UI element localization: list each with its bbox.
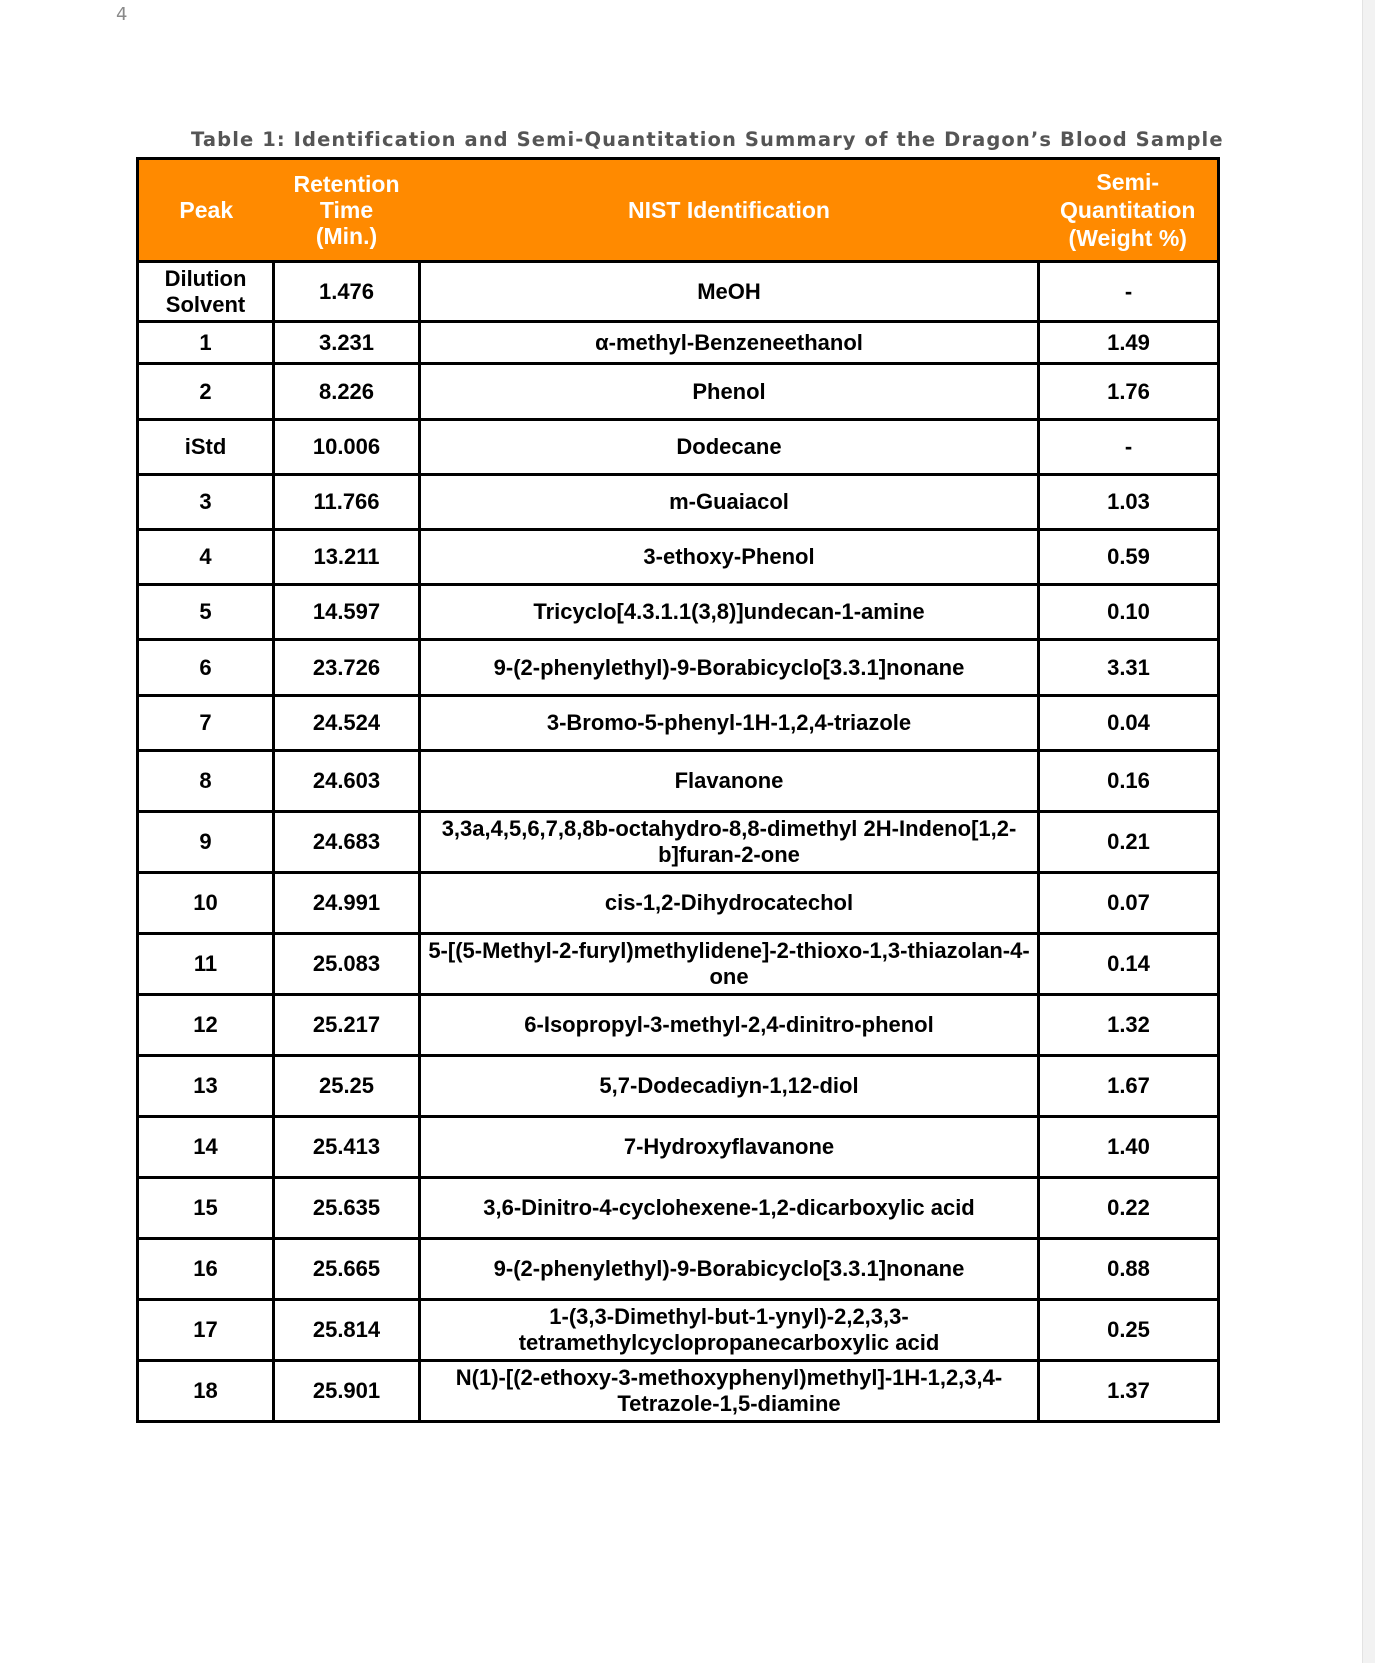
cell-nist-identification: Dodecane [420, 420, 1039, 475]
cell-weight-percent: 0.25 [1039, 1300, 1219, 1361]
cell-retention-time: 1.476 [274, 262, 420, 322]
cell-peak: 16 [138, 1239, 274, 1300]
table-row [138, 1056, 1219, 1117]
table-body [138, 262, 1219, 1422]
cell-nist-identification: 5,7-Dodecadiyn-1,12-diol [420, 1056, 1039, 1117]
cell-peak: 7 [138, 696, 274, 751]
table-row [138, 1300, 1219, 1361]
cell-nist-identification: Tricyclo[4.3.1.1(3,8)]undecan-1-amine [420, 585, 1039, 640]
cell-nist-identification: 1-(3,3-Dimethyl-but-1-ynyl)-2,2,3,3-tetramethylcyclopropanecarboxylic acid [420, 1300, 1039, 1361]
cell-retention-time: 14.597 [274, 585, 420, 640]
cell-retention-time: 24.603 [274, 751, 420, 812]
cell-nist-identification: cis-1,2-Dihydrocatechol [420, 873, 1039, 934]
cell-weight-percent: 0.14 [1039, 934, 1219, 995]
header-nist-identification [420, 159, 1039, 262]
cell-peak: 14 [138, 1117, 274, 1178]
cell-peak: 6 [138, 640, 274, 696]
table-row [138, 322, 1219, 364]
cell-weight-percent: 1.67 [1039, 1056, 1219, 1117]
cell-weight-percent: 0.04 [1039, 696, 1219, 751]
cell-weight-percent: 1.76 [1039, 364, 1219, 420]
header-semi-line-2: Quantitation [1060, 197, 1196, 223]
cell-nist-identification: 9-(2-phenylethyl)-9-Borabicyclo[3.3.1]nonane [420, 1239, 1039, 1300]
header-semi-line-1: Semi- [1096, 169, 1160, 195]
cell-retention-time: 25.413 [274, 1117, 420, 1178]
table-row [138, 420, 1219, 475]
cell-nist-identification: N(1)-[(2-ethoxy-3-methoxyphenyl)methyl]-1H-1,2,3,4-Tetrazole-1,5-diamine [420, 1361, 1039, 1422]
table-row [138, 585, 1219, 640]
cell-retention-time: 10.006 [274, 420, 420, 475]
cell-nist-identification: 9-(2-phenylethyl)-9-Borabicyclo[3.3.1]nonane [420, 640, 1039, 696]
cell-peak: 2 [138, 364, 274, 420]
cell-nist-identification: 3,3a,4,5,6,7,8,8b-octahydro-8,8-dimethyl 2H-Indeno[1,2-b]furan-2-one [420, 812, 1039, 873]
table-row [138, 1239, 1219, 1300]
cell-peak: 17 [138, 1300, 274, 1361]
table-row [138, 530, 1219, 585]
cell-retention-time: 8.226 [274, 364, 420, 420]
cell-retention-time: 24.991 [274, 873, 420, 934]
cell-nist-identification: 3-ethoxy-Phenol [420, 530, 1039, 585]
header-retention-line-1: Retention [293, 171, 400, 197]
header-semi-quantitation [1039, 159, 1219, 262]
cell-nist-identification: α-methyl-Benzeneethanol [420, 322, 1039, 364]
table-row [138, 1361, 1219, 1422]
header-retention-line-2: Time [319, 197, 374, 223]
cell-weight-percent: - [1039, 420, 1219, 475]
cell-peak: 10 [138, 873, 274, 934]
cell-weight-percent: - [1039, 262, 1219, 322]
header-nist-label: NIST Identification [628, 197, 830, 223]
cell-peak: 9 [138, 812, 274, 873]
cell-retention-time: 25.901 [274, 1361, 420, 1422]
table-row [138, 262, 1219, 322]
cell-weight-percent: 1.32 [1039, 995, 1219, 1056]
table-row [138, 1117, 1219, 1178]
cell-weight-percent: 0.21 [1039, 812, 1219, 873]
cell-weight-percent: 3.31 [1039, 640, 1219, 696]
cell-retention-time: 11.766 [274, 475, 420, 530]
header-peak-label: Peak [179, 197, 234, 223]
table-row [138, 696, 1219, 751]
cell-retention-time: 13.211 [274, 530, 420, 585]
cell-peak: iStd [138, 420, 274, 475]
cell-weight-percent: 0.07 [1039, 873, 1219, 934]
cell-weight-percent: 1.03 [1039, 475, 1219, 530]
table-row [138, 751, 1219, 812]
cell-nist-identification: 7-Hydroxyflavanone [420, 1117, 1039, 1178]
cell-retention-time: 24.524 [274, 696, 420, 751]
header-retention-time [274, 159, 420, 262]
cell-nist-identification: 3,6-Dinitro-4-cyclohexene-1,2-dicarboxylic acid [420, 1178, 1039, 1239]
cell-retention-time: 25.635 [274, 1178, 420, 1239]
cell-weight-percent: 1.40 [1039, 1117, 1219, 1178]
summary-table [136, 157, 1220, 1423]
cell-peak: Dilution Solvent [138, 262, 274, 322]
table-row [138, 1178, 1219, 1239]
cell-peak: 3 [138, 475, 274, 530]
cell-peak: 4 [138, 530, 274, 585]
cell-peak: 1 [138, 322, 274, 364]
cell-retention-time: 25.25 [274, 1056, 420, 1117]
cell-peak: 11 [138, 934, 274, 995]
header-retention-line-3: (Min.) [315, 223, 378, 249]
table-header-row [138, 159, 1219, 262]
cell-peak: 18 [138, 1361, 274, 1422]
table-caption: Table 1: Identification and Semi-Quantitation Summary of the Dragon’s Blood Sample [191, 128, 1224, 151]
table-row [138, 640, 1219, 696]
header-peak [138, 159, 274, 262]
cell-retention-time: 25.217 [274, 995, 420, 1056]
cell-weight-percent: 1.49 [1039, 322, 1219, 364]
page-number: 4 [116, 4, 128, 25]
cell-nist-identification: MeOH [420, 262, 1039, 322]
cell-weight-percent: 0.22 [1039, 1178, 1219, 1239]
table-row [138, 873, 1219, 934]
cell-nist-identification: 3-Bromo-5-phenyl-1H-1,2,4-triazole [420, 696, 1039, 751]
header-semi-line-3: (Weight %) [1068, 225, 1187, 251]
table-row [138, 995, 1219, 1056]
cell-nist-identification: Flavanone [420, 751, 1039, 812]
cell-nist-identification: 6-Isopropyl-3-methyl-2,4-dinitro-phenol [420, 995, 1039, 1056]
cell-weight-percent: 0.10 [1039, 585, 1219, 640]
cell-nist-identification: Phenol [420, 364, 1039, 420]
cell-nist-identification: 5-[(5-Methyl-2-furyl)methylidene]-2-thioxo-1,3-thiazolan-4-one [420, 934, 1039, 995]
cell-retention-time: 24.683 [274, 812, 420, 873]
cell-peak: 5 [138, 585, 274, 640]
cell-peak: 15 [138, 1178, 274, 1239]
cell-weight-percent: 0.88 [1039, 1239, 1219, 1300]
cell-peak: 13 [138, 1056, 274, 1117]
cell-retention-time: 25.665 [274, 1239, 420, 1300]
cell-retention-time: 3.231 [274, 322, 420, 364]
table-row [138, 475, 1219, 530]
cell-peak: 8 [138, 751, 274, 812]
cell-weight-percent: 1.37 [1039, 1361, 1219, 1422]
cell-retention-time: 25.083 [274, 934, 420, 995]
cell-weight-percent: 0.16 [1039, 751, 1219, 812]
cell-weight-percent: 0.59 [1039, 530, 1219, 585]
table-row [138, 812, 1219, 873]
table-row [138, 934, 1219, 995]
cell-nist-identification: m-Guaiacol [420, 475, 1039, 530]
cell-retention-time: 25.814 [274, 1300, 420, 1361]
cell-retention-time: 23.726 [274, 640, 420, 696]
table-row [138, 364, 1219, 420]
cell-peak: 12 [138, 995, 274, 1056]
